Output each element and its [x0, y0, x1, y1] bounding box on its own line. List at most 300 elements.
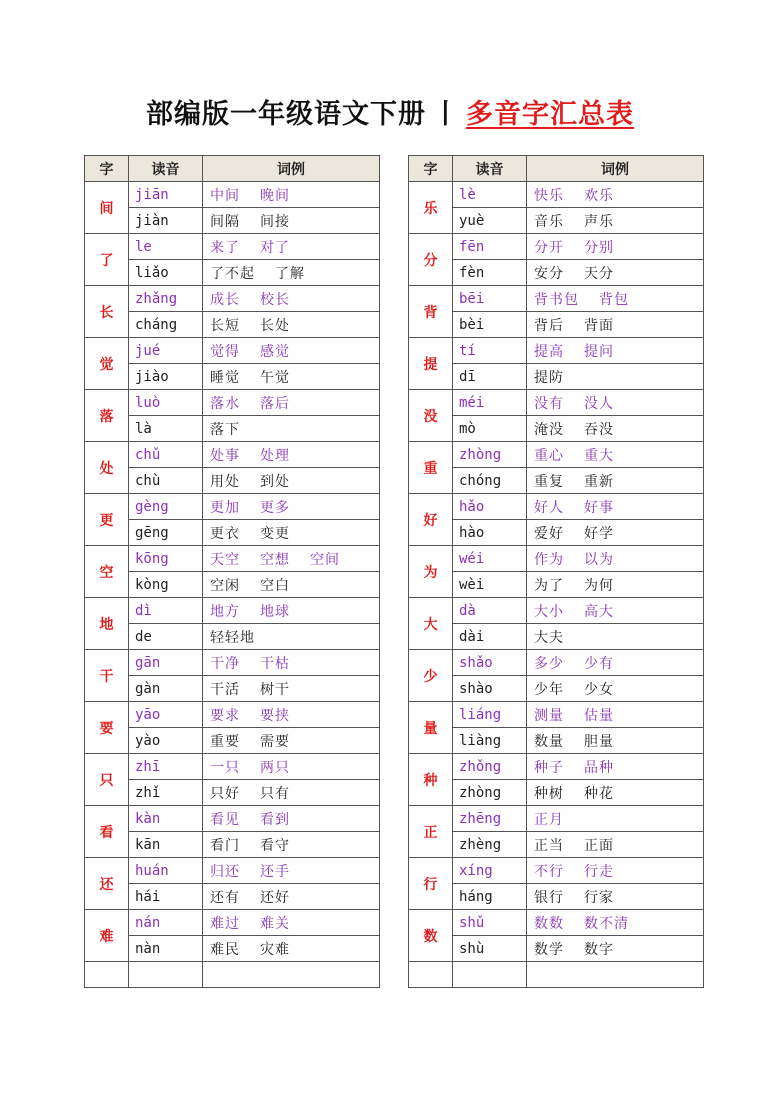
words-cell — [527, 208, 704, 234]
empty-cell — [409, 962, 453, 988]
words-cell — [203, 936, 380, 962]
pinyin-cell: shǔ — [453, 910, 527, 936]
words-cell — [527, 780, 704, 806]
words-cell — [203, 234, 380, 260]
word-example: 背包 — [599, 291, 629, 308]
table-row — [409, 312, 704, 338]
word-example: 地方 — [210, 603, 240, 620]
words-cell — [527, 364, 704, 390]
pinyin-cell: jué — [129, 338, 203, 364]
word-example: 为何 — [584, 577, 614, 594]
char-cell: 行 — [409, 858, 453, 910]
words-cell — [203, 598, 380, 624]
table-row — [85, 286, 380, 312]
word-example: 重大 — [584, 447, 614, 464]
pinyin-cell: nán — [129, 910, 203, 936]
word-example: 以为 — [584, 551, 614, 568]
word-example: 行走 — [584, 863, 614, 880]
words-cell — [527, 390, 704, 416]
pinyin-cell: tí — [453, 338, 527, 364]
table-row — [409, 468, 704, 494]
words-cell — [527, 286, 704, 312]
word-example: 树干 — [260, 681, 290, 698]
words-cell — [203, 338, 380, 364]
table-row — [409, 338, 704, 364]
left-polyphone-table — [84, 155, 380, 988]
words-cell — [527, 832, 704, 858]
words-cell — [203, 624, 380, 650]
page-title — [0, 92, 780, 131]
char-cell: 好 — [409, 494, 453, 546]
word-example: 数不清 — [584, 915, 629, 932]
empty-cell — [129, 962, 203, 988]
table-row — [85, 702, 380, 728]
char-cell: 空 — [85, 546, 129, 598]
words-cell — [203, 442, 380, 468]
char-cell: 看 — [85, 806, 129, 858]
char-cell: 分 — [409, 234, 453, 286]
table-row — [85, 598, 380, 624]
pinyin-cell: zhǐ — [129, 780, 203, 806]
char-cell: 提 — [409, 338, 453, 390]
table-row — [409, 650, 704, 676]
char-cell: 种 — [409, 754, 453, 806]
word-example: 睡觉 — [210, 369, 240, 386]
words-cell — [203, 572, 380, 598]
word-example: 还手 — [260, 863, 290, 880]
pinyin-cell: jiān — [129, 182, 203, 208]
pinyin-cell: háng — [453, 884, 527, 910]
table-row — [409, 234, 704, 260]
word-example: 中间 — [210, 187, 240, 204]
pinyin-cell: shào — [453, 676, 527, 702]
words-cell — [527, 728, 704, 754]
table-row — [409, 182, 704, 208]
table-row — [85, 780, 380, 806]
table-row — [85, 546, 380, 572]
word-example: 对了 — [260, 239, 290, 256]
char-cell: 数 — [409, 910, 453, 962]
pinyin-cell: kòng — [129, 572, 203, 598]
word-example: 品种 — [584, 759, 614, 776]
table-row — [85, 442, 380, 468]
words-cell — [203, 728, 380, 754]
word-example: 午觉 — [260, 369, 290, 386]
header-words: 词例 — [527, 156, 704, 182]
pinyin-cell: dà — [453, 598, 527, 624]
word-example: 大夫 — [534, 629, 564, 646]
table-row — [85, 468, 380, 494]
char-cell: 只 — [85, 754, 129, 806]
word-example: 没有 — [534, 395, 564, 412]
pinyin-cell: zhī — [129, 754, 203, 780]
words-cell — [527, 650, 704, 676]
empty-cell — [85, 962, 129, 988]
word-example: 难过 — [210, 915, 240, 932]
word-example: 灾难 — [260, 941, 290, 958]
pinyin-cell: bēi — [453, 286, 527, 312]
char-cell: 处 — [85, 442, 129, 494]
char-cell: 重 — [409, 442, 453, 494]
word-example: 用处 — [210, 473, 240, 490]
pinyin-cell: kān — [129, 832, 203, 858]
pinyin-cell: zhòng — [453, 442, 527, 468]
word-example: 背书包 — [534, 291, 579, 308]
word-example: 更多 — [260, 499, 290, 516]
pinyin-cell: mò — [453, 416, 527, 442]
word-example: 两只 — [260, 759, 290, 776]
word-example: 正面 — [584, 837, 614, 854]
word-example: 多少 — [534, 655, 564, 672]
table-row — [409, 806, 704, 832]
table-row — [409, 676, 704, 702]
table-row — [409, 572, 704, 598]
word-example: 了解 — [275, 265, 305, 282]
words-cell — [527, 572, 704, 598]
word-example: 还有 — [210, 889, 240, 906]
empty-cell — [453, 962, 527, 988]
char-cell: 背 — [409, 286, 453, 338]
table-row — [409, 260, 704, 286]
words-cell — [527, 546, 704, 572]
pinyin-cell: yào — [129, 728, 203, 754]
word-example: 更衣 — [210, 525, 240, 542]
char-cell: 量 — [409, 702, 453, 754]
table-row — [409, 520, 704, 546]
char-cell: 大 — [409, 598, 453, 650]
char-cell: 少 — [409, 650, 453, 702]
words-cell — [527, 234, 704, 260]
char-cell: 间 — [85, 182, 129, 234]
pinyin-cell: chǔ — [129, 442, 203, 468]
word-example: 欢乐 — [584, 187, 614, 204]
word-example: 测量 — [534, 707, 564, 724]
word-example: 正当 — [534, 837, 564, 854]
words-cell — [527, 624, 704, 650]
table-row — [85, 676, 380, 702]
word-example: 银行 — [534, 889, 564, 906]
word-example: 好事 — [584, 499, 614, 516]
pinyin-cell: gēng — [129, 520, 203, 546]
word-example: 种花 — [584, 785, 614, 802]
word-example: 种子 — [534, 759, 564, 776]
pinyin-cell: zhǒng — [453, 754, 527, 780]
table-row — [409, 546, 704, 572]
word-example: 干枯 — [260, 655, 290, 672]
empty-row — [409, 962, 704, 988]
pinyin-cell: hái — [129, 884, 203, 910]
pinyin-cell: dì — [129, 598, 203, 624]
word-example: 难民 — [210, 941, 240, 958]
word-example: 感觉 — [260, 343, 290, 360]
words-cell — [527, 910, 704, 936]
pinyin-cell: zhòng — [453, 780, 527, 806]
table-row — [85, 416, 380, 442]
word-example: 分别 — [584, 239, 614, 256]
word-example: 淹没 — [534, 421, 564, 438]
table-row — [85, 260, 380, 286]
word-example: 更加 — [210, 499, 240, 516]
pinyin-cell: liǎo — [129, 260, 203, 286]
pinyin-cell: liàng — [453, 728, 527, 754]
words-cell — [527, 442, 704, 468]
words-cell — [203, 676, 380, 702]
words-cell — [527, 806, 704, 832]
table-row — [85, 624, 380, 650]
words-cell — [527, 182, 704, 208]
table-row — [85, 884, 380, 910]
table-row — [85, 182, 380, 208]
char-cell: 正 — [409, 806, 453, 858]
word-example: 音乐 — [534, 213, 564, 230]
words-cell — [203, 260, 380, 286]
word-example: 少女 — [584, 681, 614, 698]
word-example: 行家 — [584, 889, 614, 906]
word-example: 只有 — [260, 785, 290, 802]
word-example: 胆量 — [584, 733, 614, 750]
table-row — [85, 754, 380, 780]
word-example: 数量 — [534, 733, 564, 750]
pinyin-cell: hào — [453, 520, 527, 546]
word-example: 了不起 — [210, 265, 255, 282]
words-cell — [203, 546, 380, 572]
pinyin-cell: lè — [453, 182, 527, 208]
table-row — [409, 364, 704, 390]
word-example: 重心 — [534, 447, 564, 464]
word-example: 到处 — [260, 473, 290, 490]
word-example: 作为 — [534, 551, 564, 568]
word-example: 数学 — [534, 941, 564, 958]
word-example: 重复 — [534, 473, 564, 490]
words-cell — [527, 494, 704, 520]
char-cell: 地 — [85, 598, 129, 650]
table-row — [85, 910, 380, 936]
word-example: 没人 — [584, 395, 614, 412]
title-separator: 丨 — [432, 99, 460, 130]
words-cell — [527, 598, 704, 624]
words-cell — [527, 702, 704, 728]
word-example: 种树 — [534, 785, 564, 802]
table-row — [85, 520, 380, 546]
words-cell — [203, 416, 380, 442]
pinyin-cell: xíng — [453, 858, 527, 884]
words-cell — [203, 182, 380, 208]
pinyin-cell: méi — [453, 390, 527, 416]
word-example: 空闲 — [210, 577, 240, 594]
table-row — [409, 624, 704, 650]
table-row — [85, 312, 380, 338]
pinyin-cell: fèn — [453, 260, 527, 286]
word-example: 高大 — [584, 603, 614, 620]
words-cell — [527, 754, 704, 780]
pinyin-cell: cháng — [129, 312, 203, 338]
word-example: 轻轻地 — [210, 629, 255, 646]
word-example: 提高 — [534, 343, 564, 360]
pinyin-cell: kōng — [129, 546, 203, 572]
word-example: 看守 — [260, 837, 290, 854]
table-row — [85, 234, 380, 260]
words-cell — [203, 780, 380, 806]
pinyin-cell: zhèng — [453, 832, 527, 858]
table-row — [409, 780, 704, 806]
word-example: 估量 — [584, 707, 614, 724]
word-example: 落后 — [260, 395, 290, 412]
pinyin-cell: wèi — [453, 572, 527, 598]
header-row — [85, 156, 380, 182]
char-cell: 没 — [409, 390, 453, 442]
word-example: 晚间 — [260, 187, 290, 204]
char-cell: 了 — [85, 234, 129, 286]
table-row — [85, 806, 380, 832]
pinyin-cell: de — [129, 624, 203, 650]
pinyin-cell: chù — [129, 468, 203, 494]
word-example: 落下 — [210, 421, 240, 438]
pinyin-cell: yāo — [129, 702, 203, 728]
words-cell — [203, 364, 380, 390]
words-cell — [203, 858, 380, 884]
word-example: 成长 — [210, 291, 240, 308]
word-example: 快乐 — [534, 187, 564, 204]
pinyin-cell: kàn — [129, 806, 203, 832]
words-cell — [203, 702, 380, 728]
table-row — [85, 728, 380, 754]
header-row — [409, 156, 704, 182]
pinyin-cell: liáng — [453, 702, 527, 728]
words-cell — [203, 312, 380, 338]
word-example: 长处 — [260, 317, 290, 334]
word-example: 干净 — [210, 655, 240, 672]
words-cell — [527, 260, 704, 286]
word-example: 来了 — [210, 239, 240, 256]
words-cell — [203, 832, 380, 858]
char-cell: 干 — [85, 650, 129, 702]
table-row — [85, 572, 380, 598]
words-cell — [203, 806, 380, 832]
pinyin-cell: zhǎng — [129, 286, 203, 312]
pinyin-cell: jiàn — [129, 208, 203, 234]
table-row — [85, 494, 380, 520]
words-cell — [203, 884, 380, 910]
table-row — [409, 702, 704, 728]
words-cell — [203, 650, 380, 676]
word-example: 重要 — [210, 733, 240, 750]
pinyin-cell: dī — [453, 364, 527, 390]
header-char: 字 — [409, 156, 453, 182]
char-cell: 还 — [85, 858, 129, 910]
empty-cell — [203, 962, 380, 988]
pinyin-cell: chóng — [453, 468, 527, 494]
word-example: 看见 — [210, 811, 240, 828]
word-example: 空白 — [260, 577, 290, 594]
word-example: 好学 — [584, 525, 614, 542]
right-polyphone-table — [408, 155, 704, 988]
word-example: 难关 — [260, 915, 290, 932]
word-example: 天空 — [210, 551, 240, 568]
table-row — [409, 754, 704, 780]
table-row — [409, 936, 704, 962]
pinyin-cell: le — [129, 234, 203, 260]
pinyin-cell: huán — [129, 858, 203, 884]
pinyin-cell: là — [129, 416, 203, 442]
word-example: 声乐 — [584, 213, 614, 230]
word-example: 空想 — [260, 551, 290, 568]
table-row — [409, 390, 704, 416]
word-example: 还好 — [260, 889, 290, 906]
pinyin-cell: yuè — [453, 208, 527, 234]
words-cell — [527, 884, 704, 910]
word-example: 落水 — [210, 395, 240, 412]
word-example: 背后 — [534, 317, 564, 334]
table-row — [85, 208, 380, 234]
word-example: 重新 — [584, 473, 614, 490]
word-example: 变更 — [260, 525, 290, 542]
table-row — [409, 832, 704, 858]
table-row — [85, 390, 380, 416]
table-row — [409, 910, 704, 936]
header-words: 词例 — [203, 156, 380, 182]
char-cell: 难 — [85, 910, 129, 962]
word-example: 正月 — [534, 811, 564, 828]
empty-row — [85, 962, 380, 988]
word-example: 看到 — [260, 811, 290, 828]
pinyin-cell: shǎo — [453, 650, 527, 676]
word-example: 好人 — [534, 499, 564, 516]
words-cell — [203, 286, 380, 312]
char-cell: 觉 — [85, 338, 129, 390]
word-example: 空间 — [310, 551, 340, 568]
words-cell — [203, 754, 380, 780]
table-row — [409, 494, 704, 520]
word-example: 要求 — [210, 707, 240, 724]
word-example: 处理 — [260, 447, 290, 464]
word-example: 要挟 — [260, 707, 290, 724]
pinyin-cell: luò — [129, 390, 203, 416]
word-example: 天分 — [584, 265, 614, 282]
word-example: 少有 — [584, 655, 614, 672]
word-example: 校长 — [260, 291, 290, 308]
word-example: 地球 — [260, 603, 290, 620]
words-cell — [203, 208, 380, 234]
pinyin-cell: nàn — [129, 936, 203, 962]
words-cell — [527, 858, 704, 884]
char-cell: 长 — [85, 286, 129, 338]
pinyin-cell: gàn — [129, 676, 203, 702]
table-row — [409, 208, 704, 234]
pinyin-cell: zhēng — [453, 806, 527, 832]
empty-cell — [527, 962, 704, 988]
char-cell: 更 — [85, 494, 129, 546]
table-row — [409, 442, 704, 468]
words-cell — [203, 468, 380, 494]
table-row — [409, 416, 704, 442]
char-cell: 为 — [409, 546, 453, 598]
pinyin-cell: shù — [453, 936, 527, 962]
header-pinyin: 读音 — [453, 156, 527, 182]
word-example: 为了 — [534, 577, 564, 594]
pinyin-cell: gèng — [129, 494, 203, 520]
words-cell — [527, 468, 704, 494]
words-cell — [527, 520, 704, 546]
word-example: 处事 — [210, 447, 240, 464]
char-cell: 落 — [85, 390, 129, 442]
table-row — [409, 728, 704, 754]
words-cell — [203, 494, 380, 520]
words-cell — [527, 338, 704, 364]
word-example: 吞没 — [584, 421, 614, 438]
words-cell — [527, 416, 704, 442]
table-row — [409, 286, 704, 312]
word-example: 归还 — [210, 863, 240, 880]
